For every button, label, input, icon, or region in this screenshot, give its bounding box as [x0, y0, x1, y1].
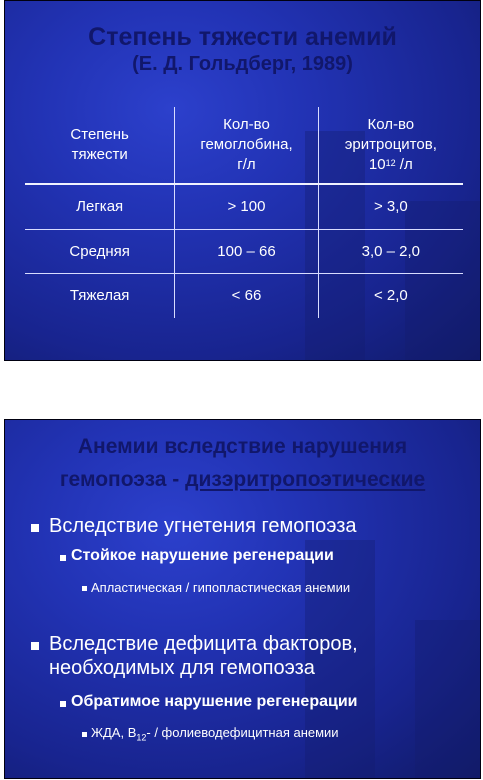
table-cell: < 66 — [174, 274, 317, 318]
bullet-icon — [31, 524, 39, 532]
bullet-icon — [82, 732, 87, 737]
slide-title: Анемии вследствие нарушения — [77, 435, 408, 458]
table-cell: < 2,0 — [318, 274, 463, 318]
slide-severity-table — [4, 0, 481, 361]
table-cell: Тяжелая — [69, 287, 130, 304]
slide-subtitle: (Е. Д. Гольдберг, 1989) — [132, 53, 353, 75]
background-shape — [415, 620, 480, 778]
bullet-icon — [82, 586, 87, 591]
bullet-icon — [31, 642, 39, 650]
header-severity: Степень тяжести — [70, 126, 129, 163]
bullet-level1: Вследствие дефицита факторов, необходимых для гемопоэза — [49, 633, 358, 679]
table-row — [25, 274, 463, 318]
bullet-level3: ЖДА, $В_{12}-$ / фолиеводефицитная анемии — [91, 725, 339, 743]
bullet-level2: Стойкое нарушение регенерации — [71, 547, 334, 564]
table-header-row — [25, 107, 463, 183]
table-cell: Средняя — [69, 243, 130, 260]
table-cell: 100 – 66 — [174, 230, 317, 274]
table-row — [25, 230, 463, 274]
table-cell: 3,0 – 2,0 — [318, 230, 463, 274]
slide-title-line2: гемопоэза - дизэритропоэтические — [59, 468, 426, 491]
table-cell: Легкая — [76, 198, 124, 215]
bullet-level2: Обратимое нарушение регенерации — [71, 693, 358, 710]
bullet-icon — [60, 701, 66, 707]
bullet-icon — [60, 555, 66, 561]
table-cell: > 100 — [174, 185, 317, 229]
header-erythrocytes: Кол-во эритроцитов, $10^{12}$ /л — [318, 107, 463, 183]
bullet-level1: Вследствие угнетения гемопоэза — [49, 515, 357, 537]
bullet-level3: Апластическая / гипопластическая анемии — [91, 580, 351, 595]
table-cell: > 3,0 — [318, 185, 463, 229]
slide-dyserythropoietic — [4, 419, 481, 779]
table-row — [25, 185, 463, 229]
header-hemoglobin: Кол-во гемоглобина, г/л — [174, 107, 317, 183]
slide-title: Степень тяжести анемий — [88, 23, 397, 51]
